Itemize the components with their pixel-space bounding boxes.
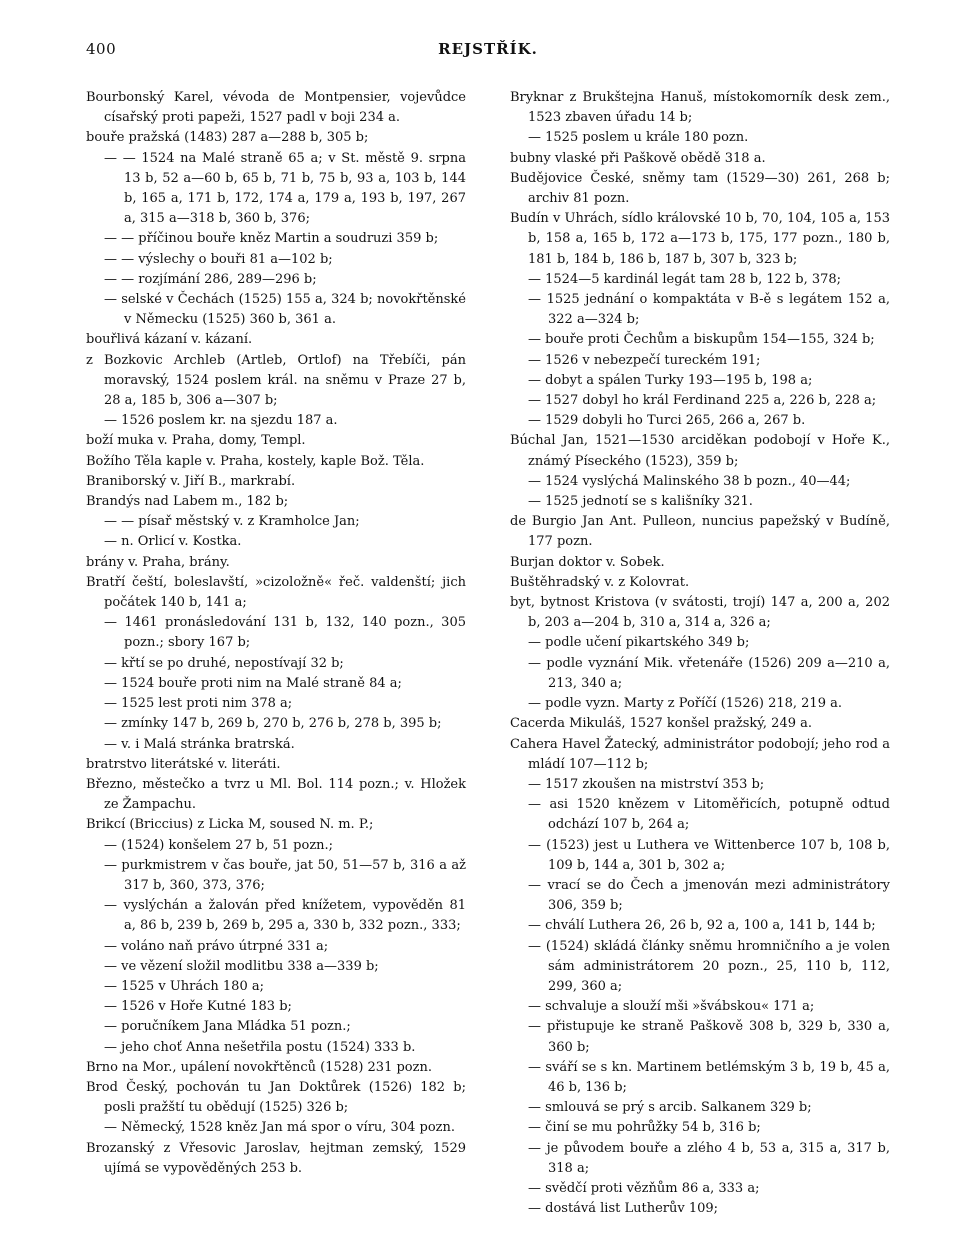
index-subentry: — (1524) konšelem 27 b, 51 pozn.;	[104, 837, 334, 853]
index-subentry: — podle vyznání Mik. vřetenáře (1526) 209 a—210 a, 213, 340 a;	[528, 655, 890, 691]
index-subentry: — vyslýchán a žalován před knížetem, vypověděn 81 a, 86 b, 239 b, 269 b, 295 a, 330 b, 332 pozn., 333;	[104, 898, 466, 934]
index-entry: Burjan doktor v. Sobek.	[510, 554, 665, 570]
index-subentry: — 1525 jednotí se s kališníky 321.	[528, 494, 753, 510]
index-entry: Bourbonský Karel, vévoda de Montpensier, vojevůdce císařský proti papeži, 1527 padl v boji 234 a.	[86, 90, 466, 126]
index-subentry: — je původem bouře a zlého 4 b, 53 a, 315 a, 317 b, 318 a;	[528, 1140, 890, 1176]
index-subentry: — smlouvá se prý s arcib. Salkanem 329 b;	[528, 1100, 812, 1116]
index-subentry: — selské v Čechách (1525) 155 a, 324 b; novokřtěnské v Německu (1525) 360 b, 361 a.	[104, 292, 466, 328]
index-subentry: — 1526 v Hoře Kutné 183 b;	[104, 999, 292, 1015]
index-subentry: — (1523) jest u Luthera ve Wittenberce 107 b, 108 b, 109 b, 144 a, 301 b, 302 a;	[528, 837, 890, 873]
index-subentry: — podle učení pikartského 349 b;	[528, 635, 750, 651]
index-entry: Cacerda Mikuláš, 1527 konšel pražský, 249 a.	[510, 716, 812, 732]
index-subentry: — činí se mu pohrůžky 54 b, 316 b;	[528, 1120, 761, 1136]
index-subentry: — vrací se do Čech a jmenován mezi administrátory 306, 359 b;	[528, 877, 890, 914]
index-subentry: — asi 1520 knězem v Litoměřicích, potupně odtud odchází 107 b, 264 a;	[528, 797, 890, 833]
index-subentry: — křtí se po druhé, nepostívají 32 b;	[104, 655, 344, 671]
index-subentry: — — písař městský v. z Kramholce Jan;	[104, 514, 360, 530]
index-entry: de Burgio Jan Ant. Pulleon, nuncius papežský v Budíně, 177 pozn.	[510, 514, 890, 550]
index-entry: bubny vlaské při Paškově obědě 318 a.	[510, 150, 766, 166]
index-entry: Brandýs nad Labem m., 182 b;	[86, 494, 289, 510]
right-column	[510, 88, 890, 1219]
page-number: 400	[86, 40, 117, 58]
index-entry: Braniborský v. Jiří B., markrabí.	[86, 473, 296, 489]
index-subentry: — — rozjímání 286, 289—296 b;	[104, 271, 317, 287]
index-subentry: — svědčí proti vězňům 86 a, 333 a;	[528, 1180, 760, 1196]
index-entry: byt, bytnost Kristova (v svátosti, trojí) 147 a, 200 a, 202 b, 203 a—204 b, 310 a, 314 a, 326 a;	[510, 595, 890, 631]
index-subentry: — jeho choť Anna nešetřila postu (1524) 333 b.	[104, 1039, 416, 1055]
index-subentry: — bouře proti Čechům a biskupům 154—155, 324 b;	[528, 332, 875, 348]
index-subentry: — voláno naň právo útrpné 331 a;	[104, 938, 329, 954]
index-subentry: — v. i Malá stránka bratrská.	[104, 736, 295, 752]
index-entry: Bratří čeští, boleslavští, »cizoložně« řeč. valdenští; jich počátek 140 b, 141 a;	[86, 574, 466, 611]
index-entry: Březno, městečko a tvrz u Ml. Bol. 114 pozn.; v. Hložek ze Žampachu.	[86, 776, 466, 813]
index-subentry: — 1517 zkoušen na mistrství 353 b;	[528, 776, 765, 792]
index-entry: brány v. Praha, brány.	[86, 554, 230, 570]
index-subentry: — dobyt a spálen Turky 193—195 b, 198 a;	[528, 372, 813, 388]
index-subentry: — — 1524 na Malé straně 65 a; v St. městě 9. srpna 13 b, 52 a—60 b, 65 b, 71 b, 75 b, 93 a, 103 b, 144 b, 165 a, 171 b, 172, 174 a, 179 a, 193 b, 197, 267 a, 315 a—318 b, 360 b, 376;	[104, 150, 466, 227]
left-column	[86, 88, 466, 1219]
index-entry: Brikcí (Briccius) z Licka M, soused N. m. P.;	[86, 817, 374, 833]
index-columns	[86, 88, 890, 1219]
index-subentry: — 1526 v nebezpečí tureckém 191;	[528, 352, 761, 368]
index-subentry: — 1529 dobyli ho Turci 265, 266 a, 267 b.	[528, 413, 806, 429]
index-subentry: — podle vyzn. Marty z Poříčí (1526) 218, 219 a.	[528, 696, 842, 712]
index-entry: Brno na Mor., upálení novokřtěnců (1528) 231 pozn.	[86, 1059, 432, 1075]
index-entry: bouřlivá kázaní v. kázaní.	[86, 332, 253, 348]
index-entry: Brozanský z Vřesovic Jaroslav, hejtman zemský, 1529 ujímá se vypověděných 253 b.	[86, 1140, 466, 1176]
index-subentry: — 1461 pronásledování 131 b, 132, 140 pozn., 305 pozn.; sbory 167 b;	[104, 615, 466, 651]
index-entry: Božího Těla kaple v. Praha, kostely, kaple Bož. Těla.	[86, 453, 425, 469]
index-entry: boží muka v. Praha, domy, Templ.	[86, 433, 306, 449]
index-entry: Budějovice České, sněmy tam (1529—30) 261, 268 b; archiv 81 pozn.	[510, 170, 890, 207]
index-subentry: — 1526 poslem kr. na sjezdu 187 a.	[104, 413, 338, 429]
index-subentry: — 1525 jednání o kompaktáta v B-ě s legátem 152 a, 322 a—324 b;	[528, 292, 890, 328]
index-subentry: — 1524 bouře proti nim na Malé straně 84 a;	[104, 675, 402, 691]
index-subentry: — 1524—5 kardinál legát tam 28 b, 122 b, 378;	[528, 271, 842, 287]
index-entry: Budín v Uhrách, sídlo královské 10 b, 70, 104, 105 a, 153 b, 158 a, 165 b, 172 a—173 b, 175, 177 pozn., 180 b, 181 b, 184 b, 186 b, 187 b, 307 b, 323 b;	[510, 211, 890, 267]
index-subentry: — 1525 lest proti nim 378 a;	[104, 696, 293, 712]
index-subentry: — 1525 poslem u krále 180 pozn.	[528, 130, 749, 146]
index-entry: Búchal Jan, 1521—1530 arciděkan podobojí v Hoře K., známý Píseckého (1523), 359 b;	[510, 433, 890, 469]
index-entry: z Bozkovic Archleb (Artleb, Ortlof) na Třebíči, pán moravský, 1524 poslem král. na sněmu v Praze 27 b, 28 a, 185 b, 306 a—307 b;	[86, 352, 466, 409]
index-subentry: — — výslechy o bouři 81 a—102 b;	[104, 251, 333, 267]
index-subentry: — n. Orlicí v. Kostka.	[104, 534, 242, 550]
index-subentry: — poručníkem Jana Mládka 51 pozn.;	[104, 1019, 351, 1035]
page-header	[86, 40, 890, 58]
index-subentry: — zmínky 147 b, 269 b, 270 b, 276 b, 278 b, 395 b;	[104, 716, 442, 732]
index-subentry: — (1524) skládá články sněmu hromničního a je volen sám administrátorem 20 pozn., 25, 110 b, 112, 299, 360 a;	[528, 938, 890, 994]
index-subentry: — Německý, 1528 kněz Jan má spor o víru, 304 pozn.	[104, 1120, 456, 1136]
page-title: REJSTŘÍK.	[438, 40, 538, 58]
index-subentry: — ve vězení složil modlitbu 338 a—339 b;	[104, 958, 379, 974]
index-entry: Cahera Havel Žatecký, administrátor podobojí; jeho rod a mládí 107—112 b;	[510, 736, 890, 772]
index-entry: Bryknar z Brukštejna Hanuš, místokomorník desk zem., 1523 zbaven úřadu 14 b;	[510, 90, 890, 126]
index-subentry: — sváří se s kn. Martinem betlémským 3 b, 19 b, 45 a, 46 b, 136 b;	[528, 1059, 890, 1095]
index-entry: bratrstvo literátské v. literáti.	[86, 756, 281, 772]
index-subentry: — schvaluje a slouží mši »švábskou« 171 a;	[528, 999, 815, 1015]
index-entry: Buštěhradský v. z Kolovrat.	[510, 574, 690, 590]
index-subentry: — — příčinou bouře kněz Martin a soudruzi 359 b;	[104, 231, 439, 247]
index-subentry: — 1525 v Uhrách 180 a;	[104, 978, 264, 994]
index-subentry: — 1527 dobyl ho král Ferdinand 225 a, 226 b, 228 a;	[528, 393, 877, 409]
index-subentry: — 1524 vyslýchá Malinského 38 b pozn., 40—44;	[528, 473, 851, 489]
index-subentry: — přistupuje ke straně Paškově 308 b, 329 b, 330 a, 360 b;	[528, 1019, 890, 1055]
index-entry: Brod Český, pochován tu Jan Doktůrek (1526) 182 b; posli pražští tu obědují (1525) 326 b;	[86, 1079, 466, 1116]
index-subentry: — chválí Luthera 26, 26 b, 92 a, 100 a, 141 b, 144 b;	[528, 918, 876, 934]
index-entry: bouře pražská (1483) 287 a—288 b, 305 b;	[86, 130, 369, 146]
index-subentry: — purkmistrem v čas bouře, jat 50, 51—57 b, 316 a až 317 b, 360, 373, 376;	[104, 857, 466, 893]
index-subentry: — dostává list Lutherův 109;	[528, 1201, 719, 1217]
